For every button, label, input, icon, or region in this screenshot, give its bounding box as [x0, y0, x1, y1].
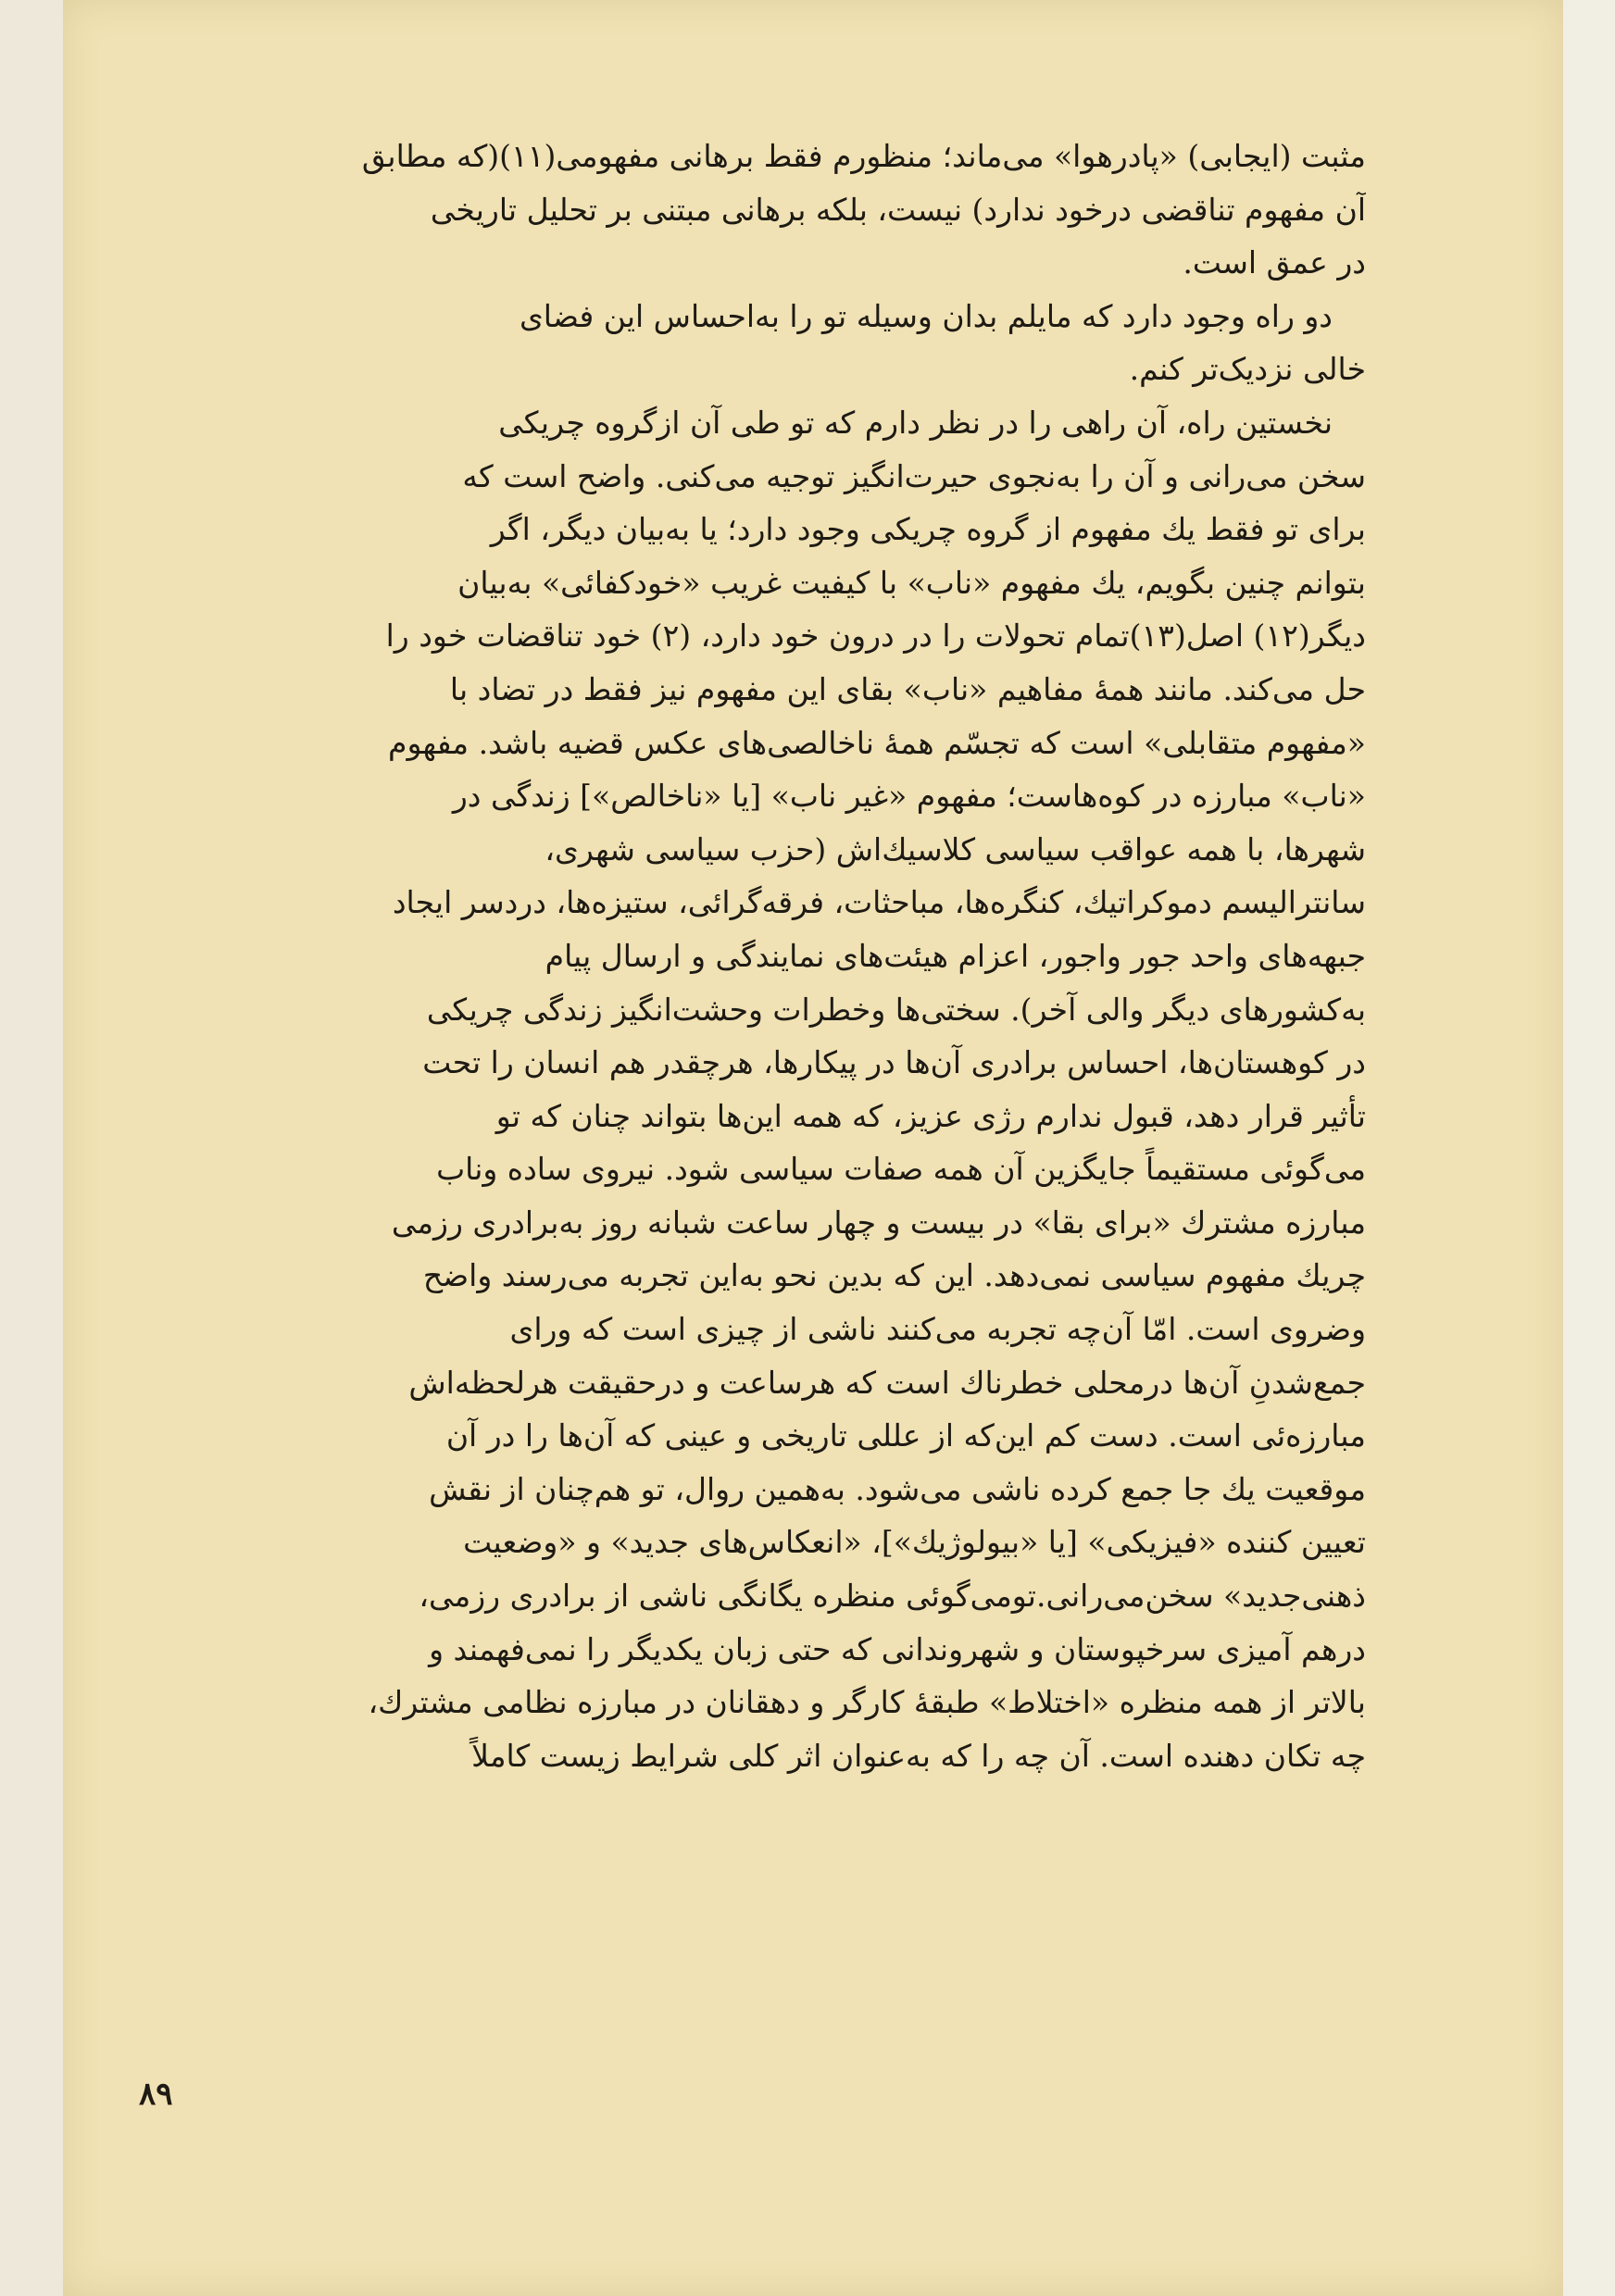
text-line: بالاتر از همه منظره «اختلاط» طبقهٔ کارگر و دهقانان در مبارزه نظامی مشترك،: [368, 1684, 1366, 1721]
page-number: ۸۹: [139, 2076, 173, 2113]
text-line: حل می‌کند. مانند همهٔ مفاهیم «ناب» بقای این مفهوم نیز فقط در تضاد با: [449, 670, 1366, 707]
text-line: «ناب» مبارزه در کوه‌هاست؛ مفهوم «غیر ناب» [یا «ناخالص»] زندگی در: [452, 778, 1366, 815]
text-line: در عمق است.: [1183, 244, 1366, 281]
text-line: نخستین راه، آن راهی را در نظر دارم که تو طی آن ازگروه چریکی: [498, 404, 1333, 441]
text-line: به‌کشورهای دیگر والی آخر). سختی‌ها وخطرات وحشت‌انگیز زندگی چریکی: [426, 991, 1366, 1028]
text-line: سخن می‌رانی و آن را به‌نجوی حیرت‌انگیز توجیه می‌کنی. واضح است که: [462, 457, 1366, 494]
page-text: [218, 130, 1366, 1782]
text-line: می‌گوئی مستقیماً جایگزین آن همه صفات سیاسی شود. نیروی ساده وناب: [436, 1151, 1366, 1188]
text-line: خالی نزدیک‌تر کنم.: [1129, 351, 1366, 388]
text-line: در کوهستان‌ها، احساس برادری آن‌ها در پیکارها، هرچقدر هم انسان را تحت: [422, 1044, 1366, 1081]
text-line: موقعیت یك جا جمع کرده ناشی می‌شود. به‌همین روال، تو هم‌چنان از نقش: [429, 1470, 1366, 1507]
text-line: مبارزه مشترك «برای بقا» در بیست و چهار ساعت شبانه روز به‌برادری رزمی: [391, 1204, 1366, 1241]
text-line: «مفهوم متقابلی» است که تجسّم همهٔ ناخالصی‌های عکس قضیه باشد. مفهوم: [388, 724, 1366, 761]
text-line: برای تو فقط یك مفهوم از گروه چریکی وجود دارد؛ یا به‌بیان دیگر، اگر: [490, 511, 1366, 548]
text-line: درهم آمیزی سرخپوستان و شهروندانی که حتی زبان یکدیگر را نمی‌فهمند و: [429, 1630, 1366, 1667]
text-line: دیگر(۱۲) اصل(۱۳)تمام تحولات را در درون خود دارد، (۲) خود تناقضات خود را: [385, 618, 1366, 655]
text-line: تأثیر قرار دهد، قبول ندارم رژی عزیز، که همه این‌ها بتواند چنان که تو: [495, 1097, 1366, 1134]
text-line: بتوانم چنین بگویم، یك مفهوم «ناب» با کیفیت غریب «خودکفائی» به‌بیان: [457, 564, 1366, 601]
text-line: ذهنی‌جدید» سخن‌می‌رانی.تومی‌گوئی منظره یگانگی ناشی از برادری رزمی،: [419, 1578, 1366, 1615]
text-line: مثبت (ایجابی) «پادرهوا» می‌ماند؛ منظورم فقط برهانی مفهومی(۱۱)(که مطابق: [361, 138, 1366, 174]
text-line: تعیین کننده «فیزیکی» [یا «بیولوژیك»]، «انعکاس‌های جدید» و «وضعیت: [463, 1524, 1366, 1561]
text-line: دو راه وجود دارد که مایلم بدان وسیله تو را به‌احساس این فضای: [519, 297, 1333, 334]
text-line: سانترالیسم دموکراتیك، کنگره‌ها، مباحثات، فرقه‌گرائی، ستیزه‌ها، دردسر ایجاد: [392, 884, 1366, 921]
text-line: مبارزه‌ئی است. دست کم این‌که از عللی تاریخی و عینی که آن‌ها را در آن: [445, 1417, 1366, 1454]
text-line: جبهه‌های واحد جور واجور، اعزام هیئت‌های نمایندگی و ارسال پیام: [545, 937, 1366, 974]
text-line: وضروی است. امّا آن‌چه تجربه می‌کنند ناشی از چیزی است که ورای: [509, 1311, 1366, 1348]
scan-left-margin: [0, 0, 63, 2296]
text-line: چریك مفهوم سیاسی نمی‌دهد. این که بدین نحو به‌این تجربه می‌رسند واضح: [422, 1257, 1366, 1294]
text-line: شهرها، با همه عواقب سیاسی کلاسیك‌اش (حزب سیاسی شهری،: [545, 830, 1366, 867]
text-line: جمع‌شدنِ آن‌ها درمحلی خطرناك است که هرساعت و درحقیقت هرلحظه‌اش: [408, 1364, 1366, 1401]
scan-right-margin: [1563, 0, 1615, 2296]
text-line: چه تکان دهنده است. آن چه را که به‌عنوان اثر کلی شرایط زیست کاملاً: [471, 1737, 1366, 1774]
text-line: آن مفهوم تناقضی درخود ندارد) نیست، بلکه برهانی مبتنی بر تحلیل تاریخی: [430, 191, 1366, 228]
